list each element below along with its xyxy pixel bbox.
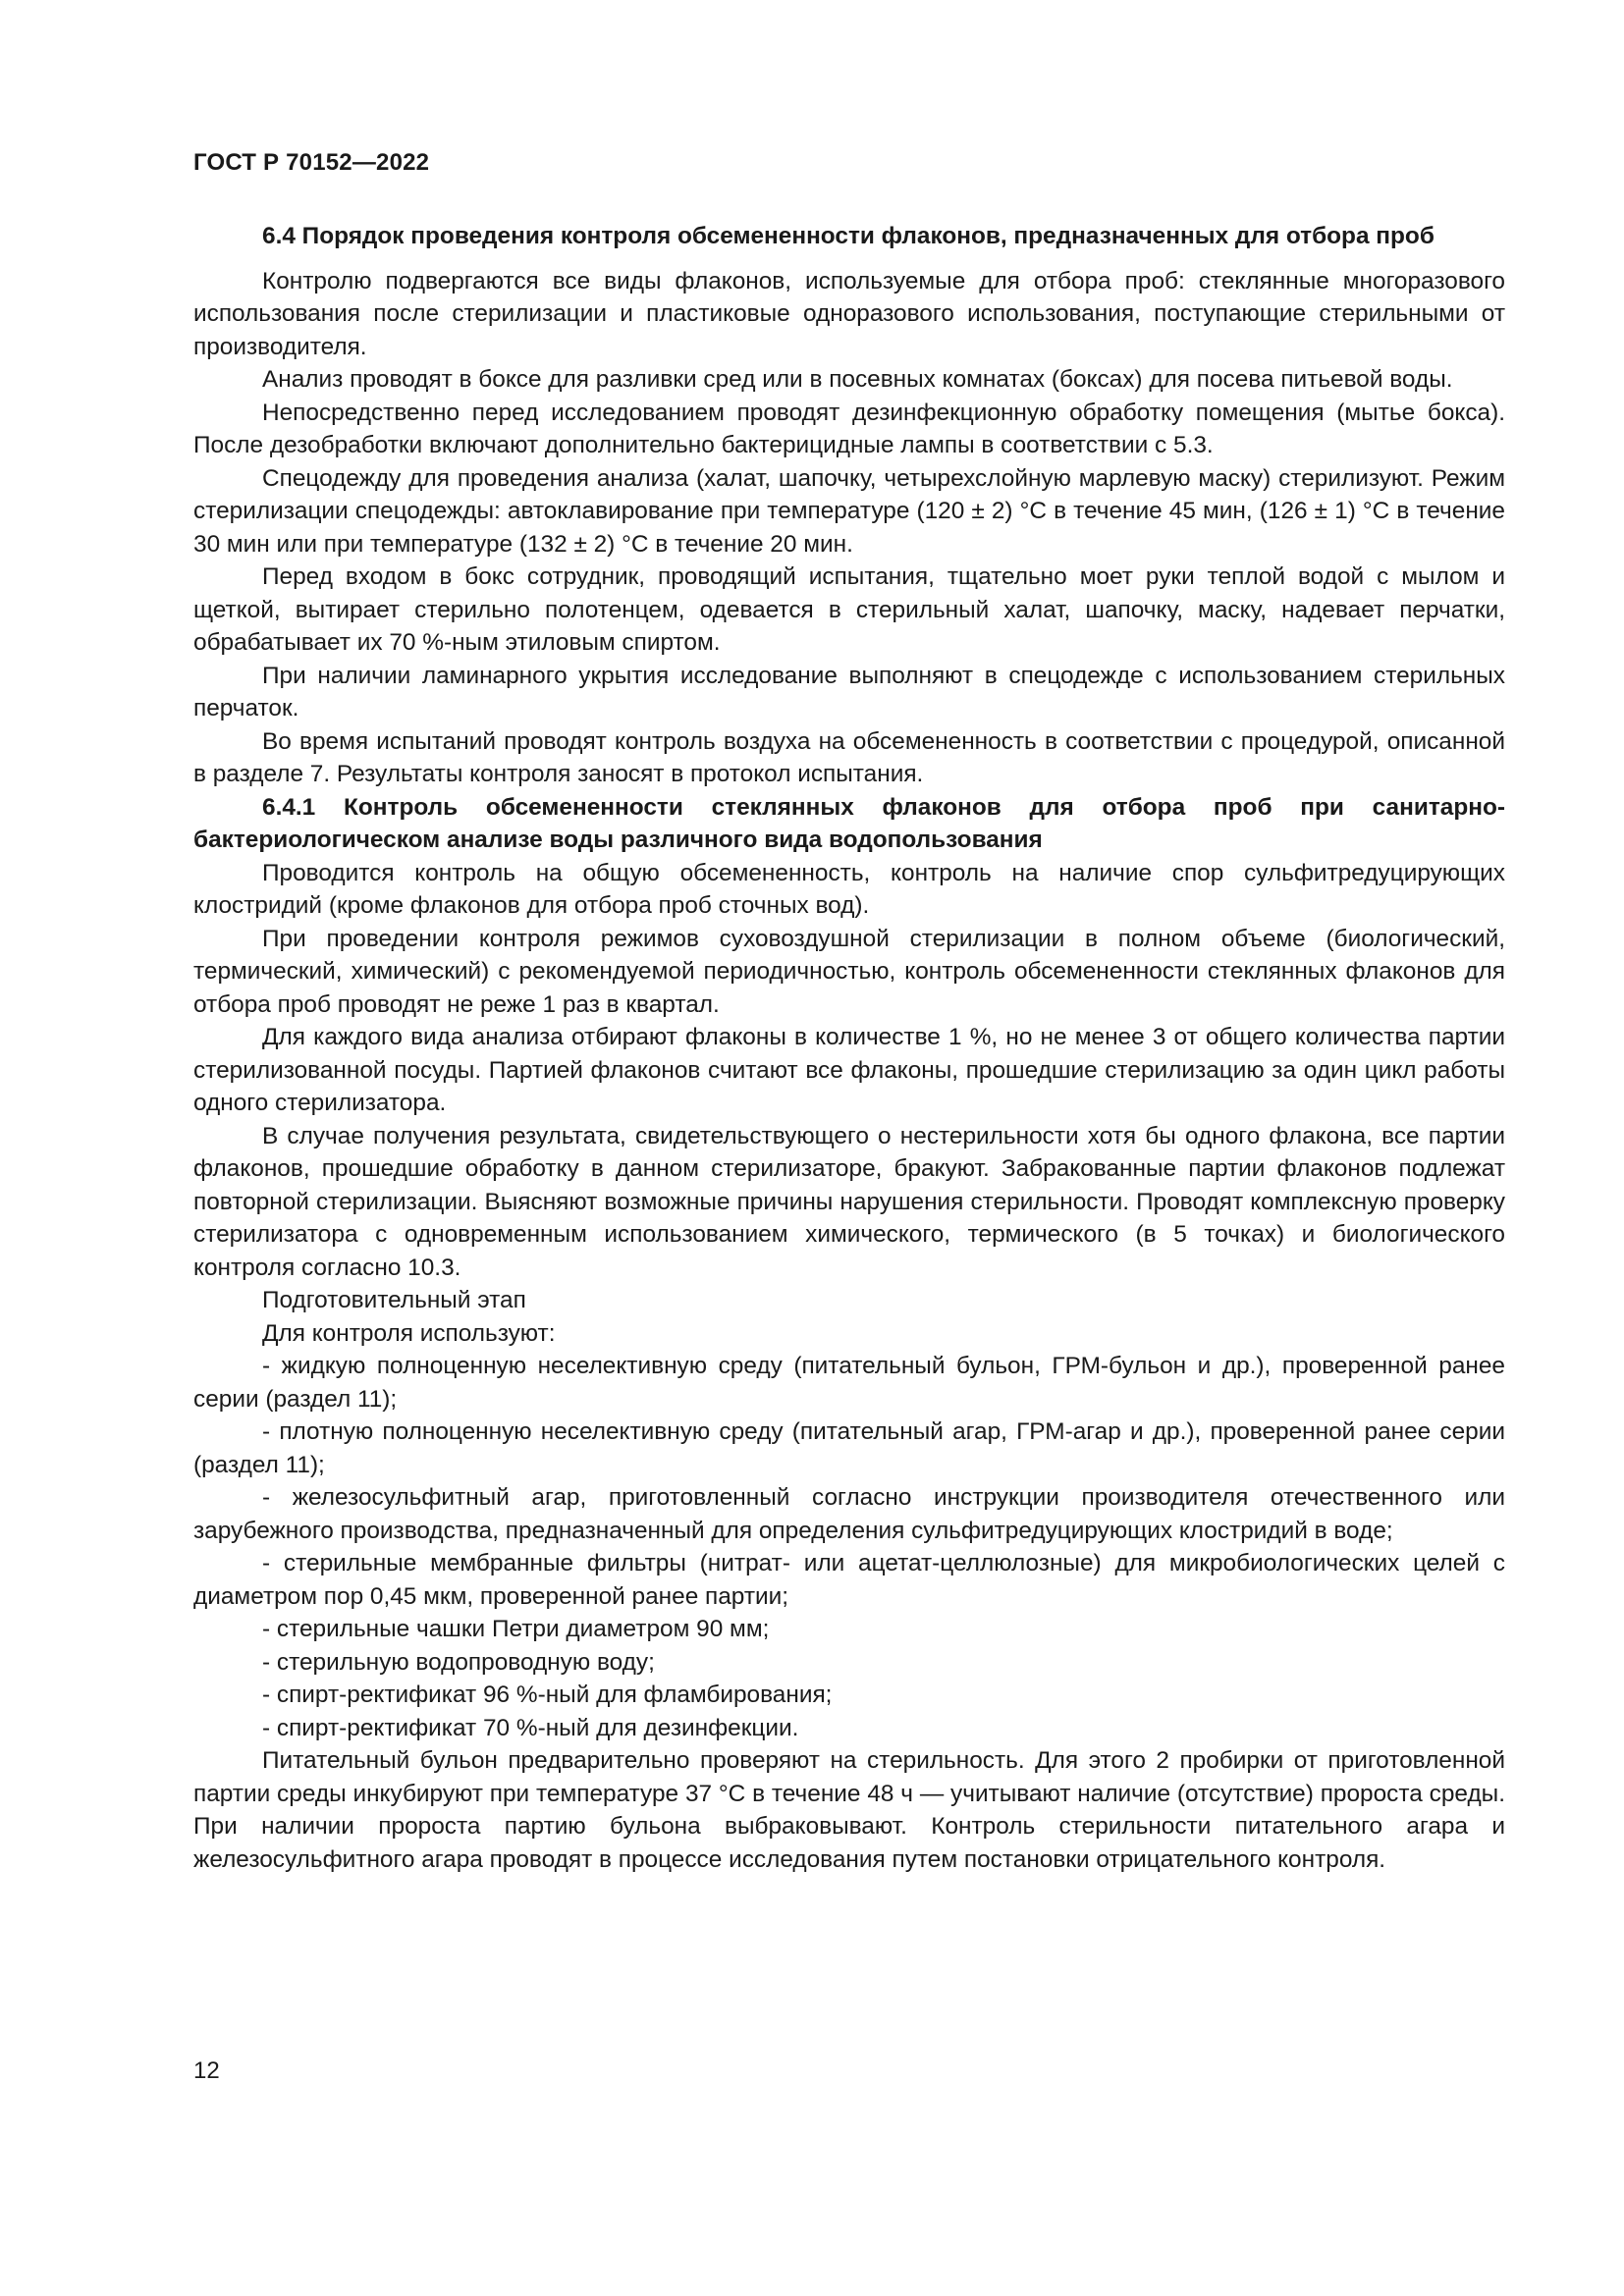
document-id: ГОСТ Р 70152—2022 [193,149,430,176]
paragraph: Для каждого вида анализа отбирают флаконы в количестве 1 %, но не менее 3 от общего количества партии стерилизованной посуды. Партией флаконов считают все флаконы, прошедшие стерилизацию за один цикл работы одного стерилизатора. [193,1024,1505,1116]
section-heading: 6.4 Порядок проведения контроля обсемененности флаконов, предназначенных для отбора проб [262,223,1435,249]
page-content [193,220,1505,1876]
list-item: - стерильные мембранные фильтры (нитрат- или ацетат-целлюлозные) для микробиологических целей с диаметром пор 0,45 мкм, проверенной ранее партии; [193,1550,1505,1610]
paragraph: При проведении контроля режимов суховоздушной стерилизации в полном объеме (биологический, термический, химический) с рекомендуемой периодичностью, контроль обсемененности стеклянных флаконов для отбора проб проводят не реже 1 раз в квартал. [193,925,1505,1018]
page-number: 12 [193,2057,220,2084]
paragraph: Подготовительный этап [262,1287,526,1313]
paragraph: Питательный бульон предварительно проверяют на стерильность. Для этого 2 пробирки от приготовленной партии среды инкубируют при температуре 37 °C в течение 48 ч — учитывают наличие (отсутствие) пророста среды. При наличии пророста партию бульона выбраковывают. Контроль стерильности питательного агара и железосульфитного агара проводят в процессе исследования путем постановки отрицательного контроля. [193,1747,1505,1873]
list-item: - железосульфитный агар, приготовленный согласно инструкции производителя отечественного или зарубежного производства, предназначенный для определения сульфитредуцирующих клостридий в воде; [193,1484,1505,1544]
paragraph: Для контроля используют: [262,1319,556,1347]
list-item: - стерильную водопроводную воду; [262,1648,655,1676]
paragraph: Спецодежду для проведения анализа (халат, шапочку, четырехслойную марлевую маску) стерилизуют. Режим стерилизации спецодежды: автоклавирование при температуре (120 ± 2) °C в течение 45 мин, (126 ± 1) °C в течение 30 мин или при температуре (132 ± 2) °C в течение 20 мин. [193,464,1505,558]
list-item: - плотную полноценную неселективную среду (питательный агар, ГРМ-агар и др.), проверенной ранее серии (раздел 11); [193,1418,1505,1478]
paragraph: В случае получения результата, свидетельствующего о нестерильности хотя бы одного флакона, все партии флаконов, прошедшие обработку в данном стерилизаторе, бракуют. Забракованные партии флаконов подлежат повторной стерилизации. Выясняют возможные причины нарушения стерильности. Проводят комплексную проверку стерилизатора с одновременным использованием химического, термического (в 5 точках) и биологического контроля согласно 10.3. [193,1122,1505,1281]
list-item: - спирт-ректификат 70 %-ный для дезинфекции. [262,1714,799,1741]
list-item: - стерильные чашки Петри диаметром 90 мм; [262,1616,770,1642]
paragraph: Непосредственно перед исследованием проводят дезинфекционную обработку помещения (мытье бокса). После дезобработки включают дополнительно бактерицидные лампы в соответствии с 5.3. [193,399,1505,458]
list-item: - жидкую полноценную неселективную среду (питательный бульон, ГРМ-бульон и др.), проверенной ранее серии (раздел 11); [193,1353,1505,1413]
paragraph: Контролю подвергаются все виды флаконов, используемые для отбора проб: стеклянные многоразового использования после стерилизации и пластиковые одноразового использования, поступающие стерильными от производителя. [193,267,1505,360]
paragraph: Проводится контроль на общую обсемененность, контроль на наличие спор сульфитредуцирующих клостридий (кроме флаконов для отбора проб сточных вод). [193,859,1505,919]
paragraph: Анализ проводят в боксе для разливки сред или в посевных комнатах (боксах) для посева питьевой воды. [262,366,1453,393]
list-item: - спирт-ректификат 96 %-ный для фламбирования; [262,1682,833,1708]
paragraph: Перед входом в бокс сотрудник, проводящий испытания, тщательно моет руки теплой водой с мылом и щеткой, вытирает стерильно полотенцем, одевается в стерильный халат, шапочку, маску, надевает перчатки, обрабатывает их 70 %-ным этиловым спиртом. [193,563,1505,656]
paragraph: Во время испытаний проводят контроль воздуха на обсемененность в соответствии с процедурой, описанной в разделе 7. Результаты контроля заносят в протокол испытания. [193,727,1505,787]
subsection-heading: 6.4.1 Контроль обсемененности стеклянных флаконов для отбора проб при санитарно-бактериологическом анализе воды различного вида водопользования [193,793,1505,853]
paragraph: При наличии ламинарного укрытия исследование выполняют в спецодежде с использованием стерильных перчаток. [193,662,1505,721]
